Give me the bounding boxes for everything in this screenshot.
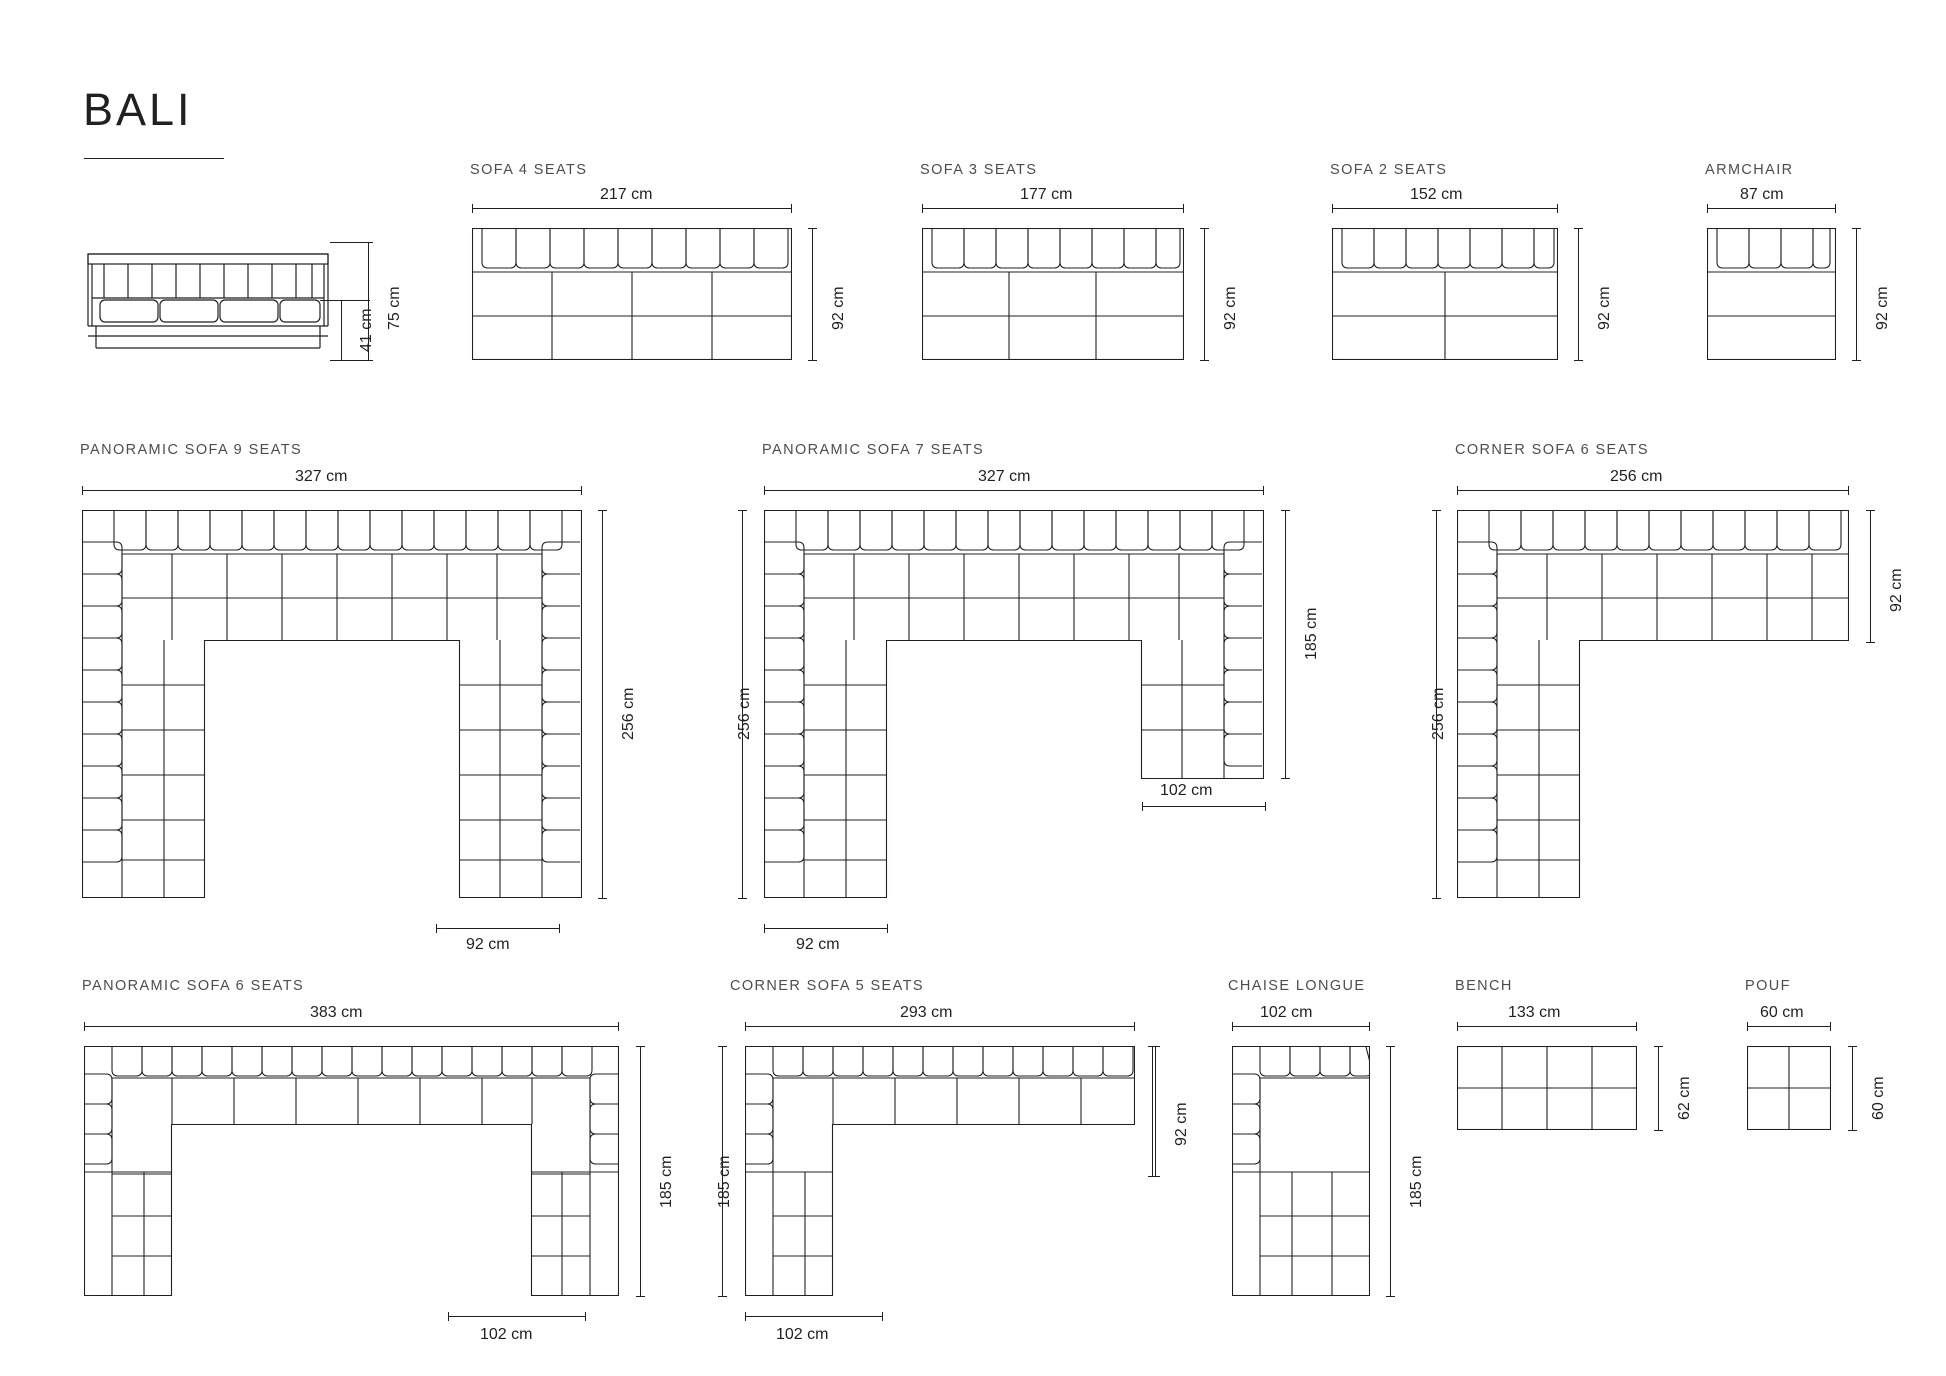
sofa2-depth-line bbox=[1578, 228, 1579, 360]
sideview-height-seat-line bbox=[341, 300, 342, 360]
tick bbox=[1263, 486, 1264, 495]
pano7-width: 327 cm bbox=[978, 468, 1031, 485]
pouf-plan bbox=[1747, 1046, 1831, 1130]
pano7-extra-width: 102 cm bbox=[1160, 782, 1213, 799]
sideview-ref-line-bottom bbox=[330, 360, 370, 361]
pano6-arm-width: 102 cm bbox=[480, 1326, 533, 1343]
label-sofa-3-seats: SOFA 3 SEATS bbox=[920, 162, 1038, 178]
bench-depth: 62 cm bbox=[1676, 1076, 1693, 1120]
tick bbox=[738, 898, 747, 899]
corner6-arm-depth: 92 cm bbox=[1888, 568, 1905, 612]
chaise-width-line bbox=[1232, 1026, 1370, 1027]
tick bbox=[1866, 642, 1875, 643]
tick bbox=[791, 204, 792, 213]
pano6-width: 383 cm bbox=[310, 1004, 363, 1021]
corner5-width: 293 cm bbox=[900, 1004, 953, 1021]
tick bbox=[1636, 1022, 1637, 1031]
corner5-side-depth: 92 cm bbox=[1173, 1102, 1190, 1146]
tick bbox=[448, 1312, 449, 1321]
sofa3-width-line bbox=[922, 208, 1184, 209]
pano9-width-line bbox=[82, 490, 582, 491]
corner6-width-line bbox=[1457, 490, 1849, 491]
tick bbox=[1848, 1130, 1857, 1131]
chaise-longue-plan bbox=[1232, 1046, 1370, 1296]
tick bbox=[1557, 204, 1558, 213]
tick bbox=[1148, 1046, 1157, 1047]
chaise-depth: 185 cm bbox=[1408, 1155, 1425, 1208]
tick bbox=[1574, 360, 1583, 361]
page-title: BALI bbox=[83, 84, 193, 135]
corner-sofa-5-seats-plan bbox=[745, 1046, 1135, 1296]
corner5-arm-width: 102 cm bbox=[776, 1326, 829, 1343]
tick bbox=[1852, 360, 1861, 361]
bench-plan bbox=[1457, 1046, 1637, 1130]
label-sofa-2-seats: SOFA 2 SEATS bbox=[1330, 162, 1448, 178]
pano7-arm-line bbox=[764, 928, 888, 929]
label-panoramic-7: PANORAMIC SOFA 7 SEATS bbox=[762, 442, 985, 458]
tick bbox=[1281, 778, 1290, 779]
chaise-armdepth-line bbox=[1152, 1046, 1153, 1176]
tick bbox=[1457, 486, 1458, 495]
armchair-width-line bbox=[1707, 208, 1836, 209]
tick bbox=[882, 1312, 883, 1321]
pano7-arm-width: 92 cm bbox=[796, 936, 840, 953]
pano6-depth-line bbox=[640, 1046, 641, 1296]
pano9-depth: 256 cm bbox=[620, 687, 637, 740]
corner5-side-line bbox=[1155, 1046, 1156, 1176]
tick bbox=[559, 924, 560, 933]
tick bbox=[1848, 486, 1849, 495]
sofa4-width-line bbox=[472, 208, 792, 209]
tick bbox=[1134, 1022, 1135, 1031]
tick bbox=[598, 510, 607, 511]
corner5-width-line bbox=[745, 1026, 1135, 1027]
corner5-depth: 185 cm bbox=[716, 1155, 733, 1208]
sofa2-width: 152 cm bbox=[1410, 186, 1463, 203]
tick bbox=[764, 924, 765, 933]
tick bbox=[1457, 1022, 1458, 1031]
sideview-seat-height: 41 cm bbox=[358, 308, 375, 352]
label-corner-5: CORNER SOFA 5 SEATS bbox=[730, 978, 924, 994]
label-chaise-longue: CHAISE LONGUE bbox=[1228, 978, 1366, 994]
sofa2-depth: 92 cm bbox=[1596, 286, 1613, 330]
armchair-depth: 92 cm bbox=[1874, 286, 1891, 330]
label-panoramic-9: PANORAMIC SOFA 9 SEATS bbox=[80, 442, 303, 458]
tick bbox=[745, 1312, 746, 1321]
corner5-arm-line bbox=[745, 1316, 883, 1317]
label-panoramic-6: PANORAMIC SOFA 6 SEATS bbox=[82, 978, 305, 994]
tick bbox=[1835, 204, 1836, 213]
tick bbox=[738, 510, 747, 511]
sideview-ref-line-seat bbox=[320, 300, 370, 301]
tick bbox=[436, 924, 437, 933]
tick bbox=[764, 486, 765, 495]
chaise-depth-line bbox=[1390, 1046, 1391, 1296]
tick bbox=[84, 1022, 85, 1031]
sofa3-depth: 92 cm bbox=[1222, 286, 1239, 330]
tick bbox=[1386, 1046, 1395, 1047]
tick bbox=[1707, 204, 1708, 213]
pano7-extra-width-line bbox=[1142, 806, 1266, 807]
sideview-ref-line-top bbox=[330, 242, 370, 243]
tick bbox=[1747, 1022, 1748, 1031]
side-view-drawing bbox=[78, 240, 358, 370]
label-armchair: ARMCHAIR bbox=[1705, 162, 1794, 178]
pano7-extra-depth-line bbox=[1285, 510, 1286, 778]
tick bbox=[1848, 1046, 1857, 1047]
pouf-depth-line bbox=[1852, 1046, 1853, 1130]
tick bbox=[1148, 1176, 1157, 1177]
bench-width: 133 cm bbox=[1508, 1004, 1561, 1021]
tick bbox=[636, 1296, 645, 1297]
tick bbox=[718, 1046, 727, 1047]
label-sofa-4-seats: SOFA 4 SEATS bbox=[470, 162, 588, 178]
tick bbox=[1281, 510, 1290, 511]
tick bbox=[745, 1022, 746, 1031]
tick bbox=[82, 486, 83, 495]
tick bbox=[1183, 204, 1184, 213]
tick bbox=[808, 228, 817, 229]
armchair-depth-line bbox=[1856, 228, 1857, 360]
sideview-total-height: 75 cm bbox=[386, 286, 403, 330]
tick bbox=[1369, 1022, 1370, 1031]
tick bbox=[585, 1312, 586, 1321]
sofa4-depth-line bbox=[812, 228, 813, 360]
pano6-arm-line bbox=[448, 1316, 586, 1317]
tick bbox=[618, 1022, 619, 1031]
sofa-3-seats-plan bbox=[922, 228, 1184, 360]
corner6-armdepth-line bbox=[1870, 510, 1871, 642]
tick bbox=[1830, 1022, 1831, 1031]
tick bbox=[1654, 1046, 1663, 1047]
panoramic-sofa-7-seats-plan bbox=[764, 510, 1264, 898]
pano9-depth-line bbox=[602, 510, 603, 898]
tick bbox=[887, 924, 888, 933]
sofa4-depth: 92 cm bbox=[830, 286, 847, 330]
tick bbox=[1866, 510, 1875, 511]
label-corner-6: CORNER SOFA 6 SEATS bbox=[1455, 442, 1649, 458]
tick bbox=[598, 898, 607, 899]
tick bbox=[472, 204, 473, 213]
tick bbox=[636, 1046, 645, 1047]
pano7-extra-depth: 185 cm bbox=[1303, 607, 1320, 660]
sofa4-width: 217 cm bbox=[600, 186, 653, 203]
armchair-plan bbox=[1707, 228, 1836, 360]
pano7-depth: 256 cm bbox=[736, 687, 753, 740]
tick bbox=[1142, 802, 1143, 811]
sofa2-width-line bbox=[1332, 208, 1558, 209]
tick bbox=[1386, 1296, 1395, 1297]
tick bbox=[1654, 1130, 1663, 1131]
sofa-4-seats-plan bbox=[472, 228, 792, 360]
tick bbox=[1232, 1022, 1233, 1031]
sofa-2-seats-plan bbox=[1332, 228, 1558, 360]
pouf-width-line bbox=[1747, 1026, 1831, 1027]
tick bbox=[1432, 898, 1441, 899]
tick bbox=[922, 204, 923, 213]
pano9-arm-width: 92 cm bbox=[466, 936, 510, 953]
tick bbox=[581, 486, 582, 495]
bench-depth-line bbox=[1658, 1046, 1659, 1130]
pano7-width-line bbox=[764, 490, 1264, 491]
sofa3-width: 177 cm bbox=[1020, 186, 1073, 203]
tick bbox=[1332, 204, 1333, 213]
corner-sofa-6-seats-plan bbox=[1457, 510, 1849, 898]
panoramic-sofa-6-seats-plan bbox=[84, 1046, 619, 1296]
pano6-depth: 185 cm bbox=[658, 1155, 675, 1208]
pouf-width: 60 cm bbox=[1760, 1004, 1804, 1021]
chaise-width: 102 cm bbox=[1260, 1004, 1313, 1021]
tick bbox=[808, 360, 817, 361]
label-pouf: POUF bbox=[1745, 978, 1791, 994]
pano6-width-line bbox=[84, 1026, 619, 1027]
tick bbox=[718, 1296, 727, 1297]
corner6-depth: 256 cm bbox=[1430, 687, 1447, 740]
label-bench: BENCH bbox=[1455, 978, 1513, 994]
tick bbox=[1852, 228, 1861, 229]
panoramic-sofa-9-seats-plan bbox=[82, 510, 582, 898]
pano9-width: 327 cm bbox=[295, 468, 348, 485]
tick bbox=[1574, 228, 1583, 229]
corner6-width: 256 cm bbox=[1610, 468, 1663, 485]
sofa3-depth-line bbox=[1204, 228, 1205, 360]
armchair-width: 87 cm bbox=[1740, 186, 1784, 203]
tick bbox=[1265, 802, 1266, 811]
pouf-depth: 60 cm bbox=[1870, 1076, 1887, 1120]
bench-width-line bbox=[1457, 1026, 1637, 1027]
tick bbox=[1432, 510, 1441, 511]
tick bbox=[1200, 228, 1209, 229]
pano9-arm-line bbox=[436, 928, 560, 929]
title-divider bbox=[84, 158, 224, 159]
tick bbox=[1200, 360, 1209, 361]
